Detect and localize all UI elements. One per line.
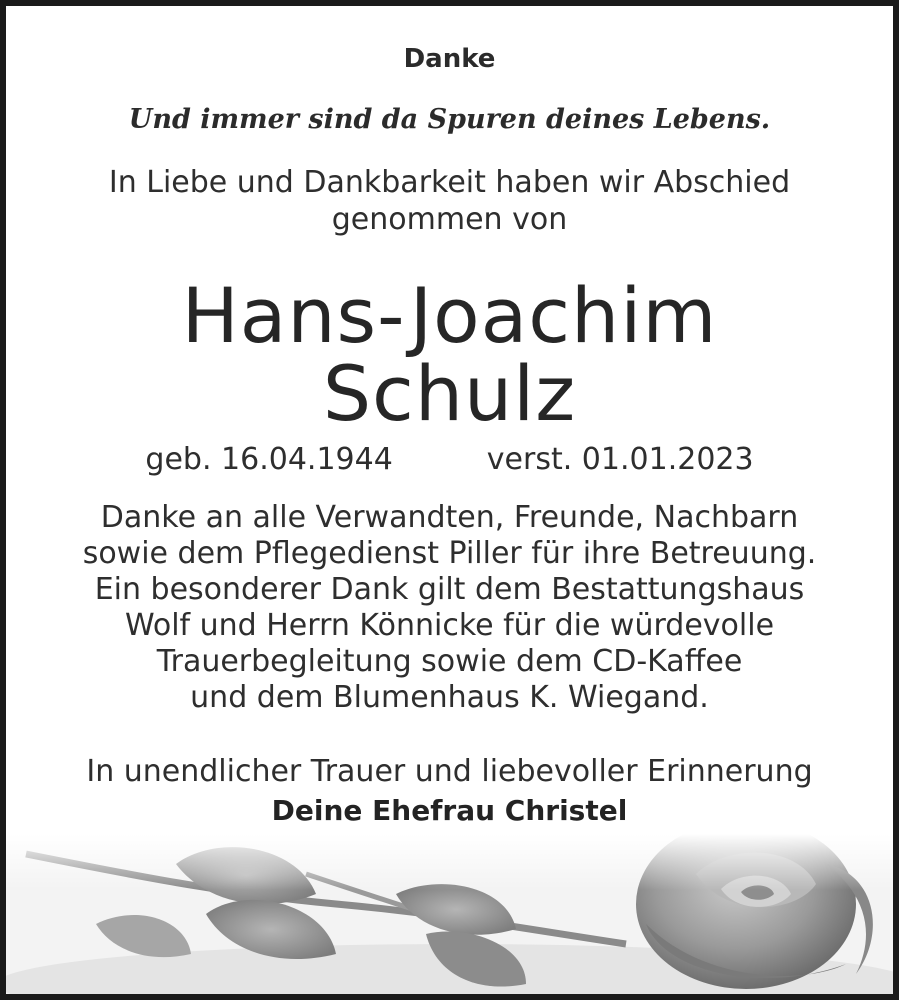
death-date: verst. 01.01.2023 (486, 442, 754, 477)
thanks-line: und dem Blumenhaus K. Wiegand. (190, 680, 709, 715)
birth-date: geb. 16.04.1944 (145, 442, 393, 477)
closing-text: In unendlicher Trauer und liebevoller Erinnerung (86, 754, 813, 789)
thanks-text (6, 500, 893, 716)
signature-spouse: Deine Ehefrau Christel (271, 794, 628, 827)
thanks-line: Wolf und Herrn Könnicke für die würdevolle (124, 608, 775, 643)
intro-line: genommen von (331, 202, 568, 237)
thanks-line: Trauerbegleitung sowie dem CD-Kaffee (156, 644, 743, 679)
intro-text (6, 164, 893, 238)
deceased-last-name: Schulz (322, 349, 577, 438)
intro-line: In Liebe und Dankbarkeit haben wir Abschied (108, 165, 791, 200)
thanks-line: Danke an alle Verwandten, Freunde, Nachbarn (100, 500, 799, 535)
rose-image (6, 834, 893, 994)
motto-quote: Und immer sind da Spuren deines Lebens. (128, 104, 771, 135)
notice-heading: Danke (403, 44, 496, 74)
deceased-first-name: Hans-Joachim (181, 271, 718, 360)
life-dates (6, 442, 893, 477)
thanks-line: sowie dem Pflegedienst Piller für ihre Betreuung. (82, 536, 817, 571)
thanks-line: Ein besonderer Dank gilt dem Bestattungshaus (94, 572, 805, 607)
